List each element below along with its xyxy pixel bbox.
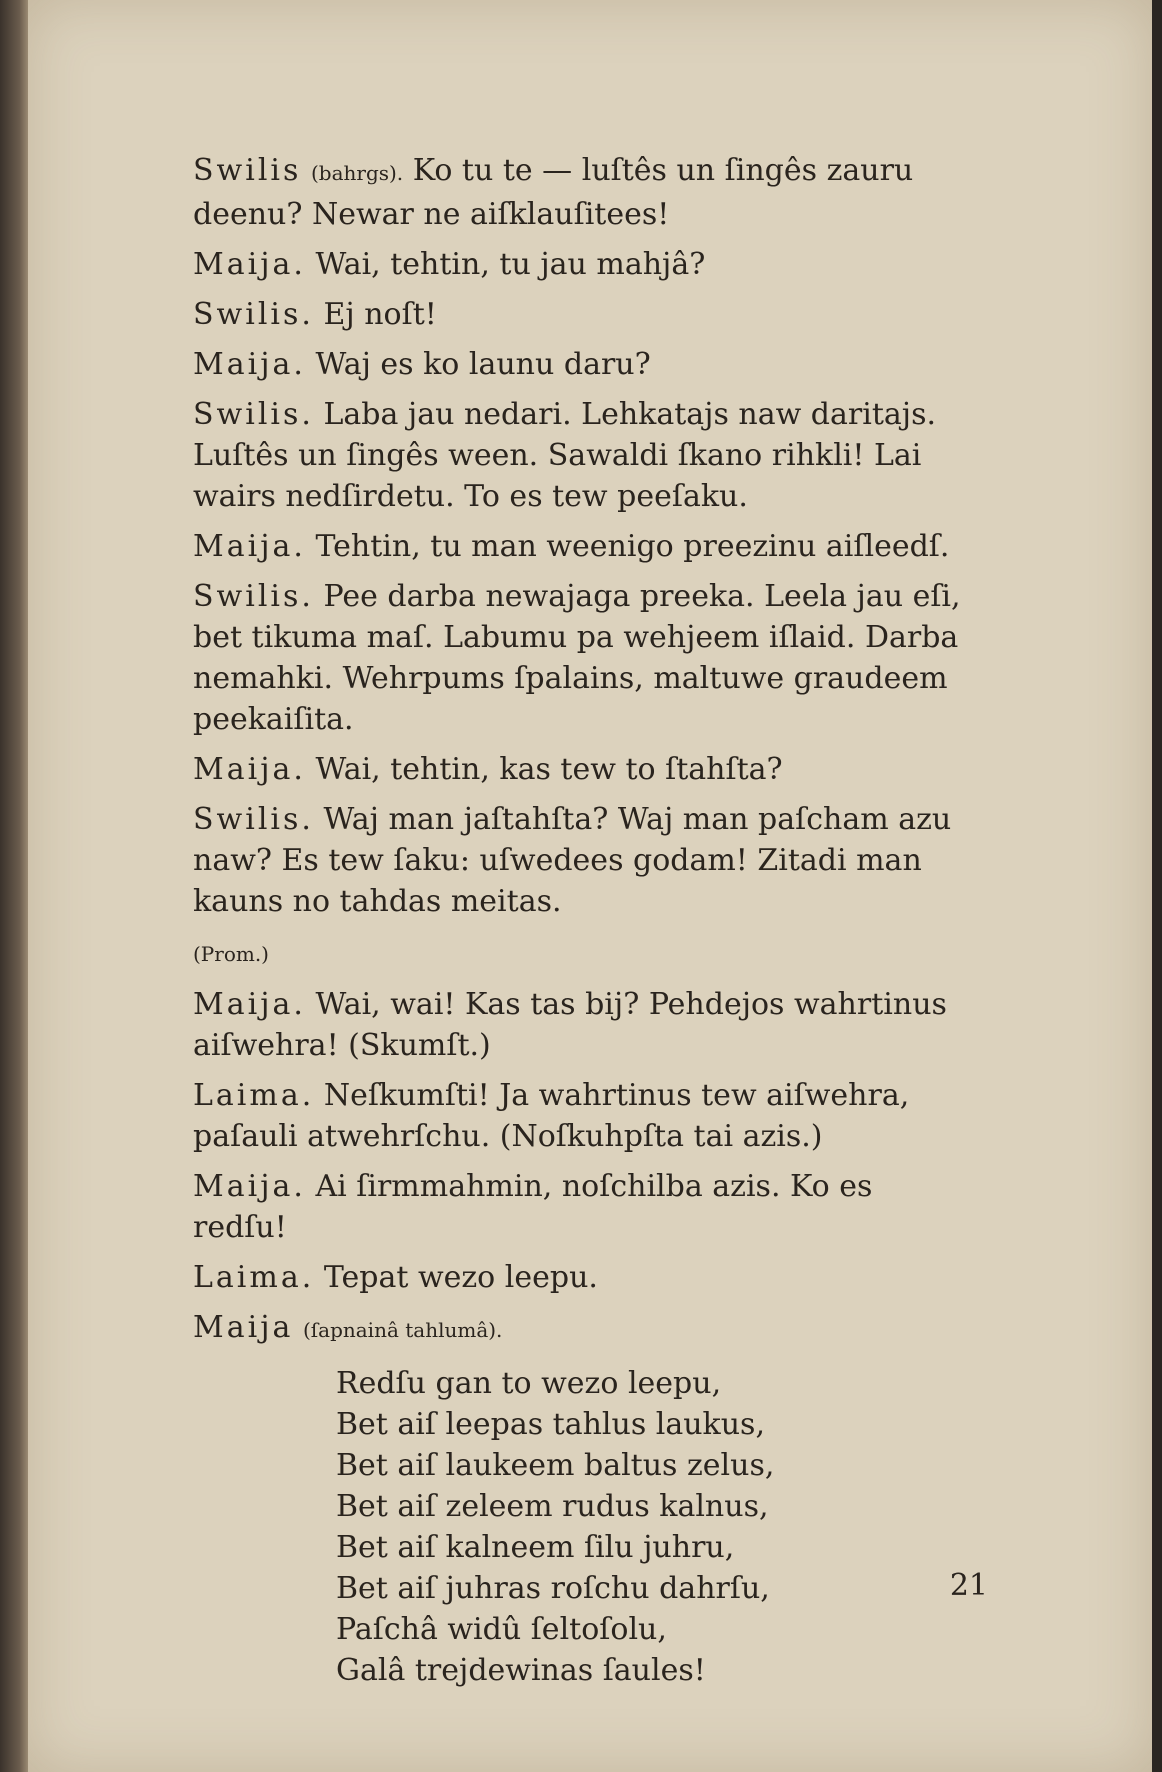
dialogue-text: Waj es ko launu daru?	[315, 347, 651, 382]
dialogue-text: Wai, wai! Kas tas bij? Pehdejos wahrtinus aiſwehra! (Skumſt.)	[193, 987, 947, 1063]
speaker-name: Laima.	[193, 1260, 315, 1295]
speaker-name: Laima.	[193, 1078, 315, 1113]
speaker-name: Swilis.	[193, 579, 314, 614]
dialogue-text: Waj man jaſtahſta? Waj man paſcham azu naw? Es tew ſaku: uſwedees godam! Zitadi man kauns no tahdas meitas.	[193, 802, 952, 919]
dialogue	[193, 150, 973, 1351]
speaker-name: Swilis	[193, 153, 302, 188]
dialogue-text: Neſkumſti! Ja wahrtinus tew aiſwehra, paſauli atwehrſchu. (Noſkuhpſta tai azis.)	[193, 1078, 910, 1154]
dialogue-paragraph	[193, 1307, 973, 1351]
dialogue-paragraph	[193, 931, 973, 975]
speaker-name: Maija	[193, 1310, 294, 1345]
stage-direction: (Prom.)	[193, 942, 269, 966]
dialogue-paragraph	[193, 799, 973, 922]
speaker-name: Maija.	[193, 247, 306, 282]
dialogue-text: Pee darba newajaga preeka. Leela jau eſi, bet tikuma maſ. Labumu pa wehjeem iſlaid. Darba nemahki. Wehrpums ſpalains, maltuwe graudeem peekaiſita.	[193, 579, 961, 737]
speaker-name: Maija.	[193, 1169, 306, 1204]
speaker-name: Swilis.	[193, 802, 314, 837]
verse-line: Bet aiſ zeleem rudus kalnus,	[336, 1489, 769, 1524]
speaker-name: Maija.	[193, 987, 306, 1022]
verse-line: Bet aiſ leepas tahlus laukus,	[336, 1407, 765, 1442]
verse-line: Redſu gan to wezo leepu,	[336, 1366, 722, 1401]
dialogue-text: Laba jau nedari. Lehkatajs naw daritajs. Luſtês un ſingês ween. Sawaldi ſkano rihkli! Lai wairs nedſirdetu. To es tew peeſaku.	[193, 397, 937, 514]
dialogue-paragraph	[193, 244, 973, 285]
verse-line: Bet aiſ juhras roſchu dahrſu,	[336, 1571, 770, 1606]
dialogue-text: Ai ſirmmahmin, noſchilba azis. Ko es redſu!	[193, 1169, 873, 1245]
dialogue-paragraph	[193, 1257, 973, 1298]
dialogue-text: Wai, tehtin, tu jau mahjâ?	[315, 247, 706, 282]
dialogue-paragraph	[193, 1075, 973, 1157]
speaker-name: Swilis.	[193, 397, 314, 432]
dialogue-text: Wai, tehtin, kas tew to ſtahſta?	[315, 752, 783, 787]
book-spine	[0, 0, 28, 1772]
speaker-name: Swilis.	[193, 297, 314, 332]
page-text	[193, 150, 973, 1691]
page-number: 21	[949, 1568, 988, 1603]
speaker-name: Maija.	[193, 347, 306, 382]
verse-line: Bet aiſ kalneem ſilu juhru,	[336, 1530, 735, 1565]
dialogue-paragraph	[193, 576, 973, 740]
stage-direction: (bahrgs).	[310, 161, 404, 185]
dialogue-paragraph	[193, 1166, 973, 1248]
verse-line: Paſchâ widû ſeltoſolu,	[336, 1612, 667, 1647]
dialogue-paragraph	[193, 526, 973, 567]
dialogue-paragraph	[193, 150, 973, 235]
dialogue-text: Tepat wezo leepu.	[323, 1260, 598, 1295]
dialogue-paragraph	[193, 394, 973, 517]
stage-direction: (ſapnainâ tahlumâ).	[302, 1318, 503, 1342]
dialogue-text: Ej noſt!	[323, 297, 437, 332]
verse-line: Bet aiſ laukeem baltus zelus,	[336, 1448, 775, 1483]
verse-block	[336, 1363, 973, 1691]
dialogue-text: Tehtin, tu man weenigo preezinu aiſleedſ.	[315, 529, 950, 564]
dialogue-paragraph	[193, 344, 973, 385]
book-page	[28, 0, 1152, 1772]
verse-line: Galâ trejdewinas ſaules!	[336, 1653, 706, 1688]
dialogue-paragraph	[193, 749, 973, 790]
dialogue-paragraph	[193, 294, 973, 335]
dialogue-text: Ko tu te — luſtês un ſingês zauru deenu? Newar ne aiſklauſitees!	[193, 153, 914, 232]
speaker-name: Maija.	[193, 529, 306, 564]
speaker-name: Maija.	[193, 752, 306, 787]
dialogue-paragraph	[193, 984, 973, 1066]
